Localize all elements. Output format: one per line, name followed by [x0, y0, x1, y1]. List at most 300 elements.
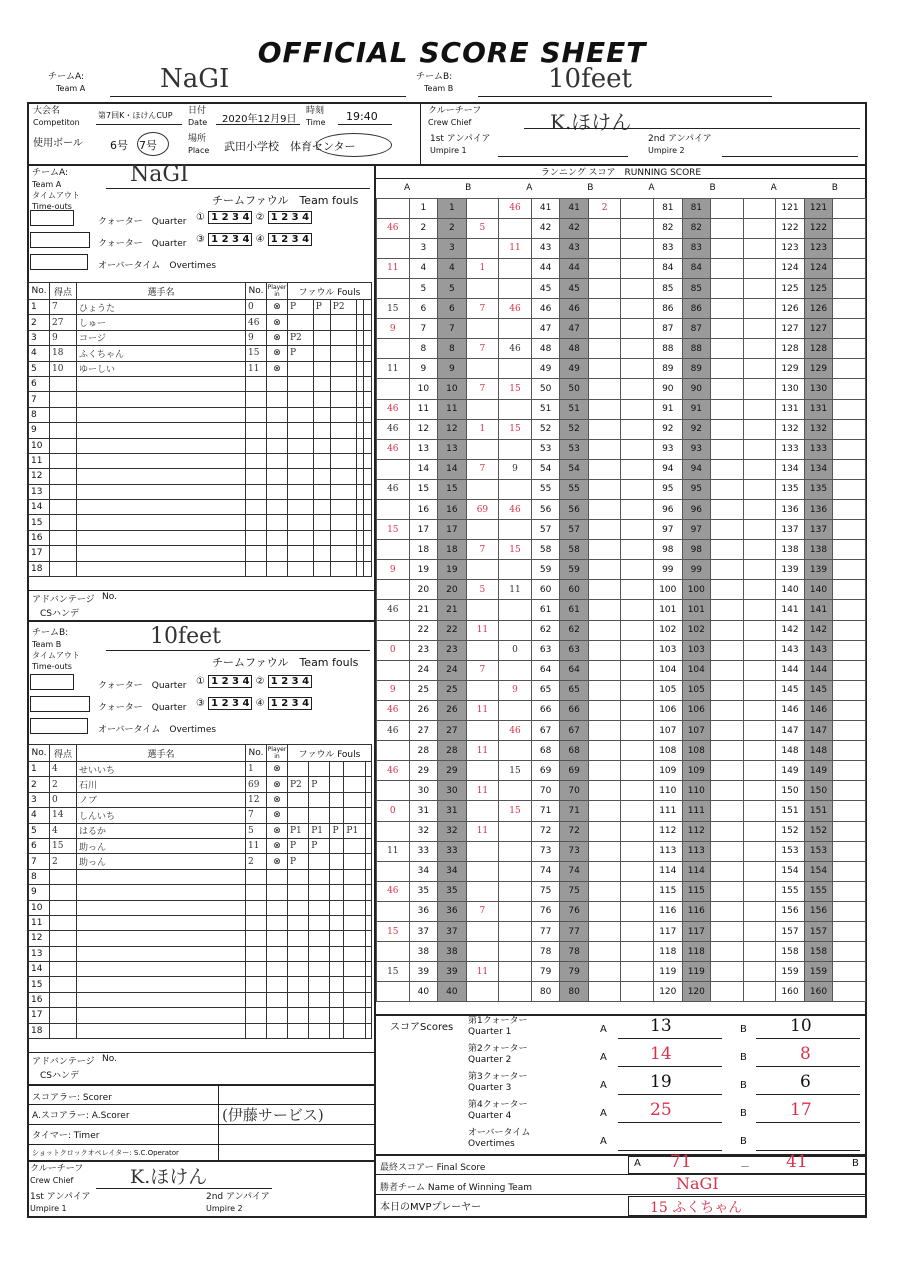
col-player-in: Player in — [267, 284, 287, 298]
team-a-timeout-box-1 — [30, 210, 74, 226]
player-name — [77, 484, 246, 499]
player-number — [246, 992, 267, 1007]
player-in-mark — [267, 977, 288, 992]
running-player-mark — [743, 540, 776, 560]
running-player-mark: 11 — [466, 821, 499, 841]
team_b-row — [29, 823, 372, 838]
foul-cell — [344, 1023, 365, 1038]
running-player-mark: 1 — [466, 258, 499, 278]
running-number: 6 — [438, 299, 467, 319]
winner-label: 勝者チーム Name of Winning Team — [380, 1183, 532, 1193]
row-number: 12 — [29, 469, 50, 484]
running-number: 147 — [776, 721, 805, 741]
running-row — [377, 299, 866, 319]
team_b-row — [29, 808, 372, 823]
running-number: 102 — [682, 620, 711, 640]
player-name: せいいち — [77, 762, 246, 777]
player-in-mark: ⊗ — [267, 838, 288, 853]
foul-cell — [365, 854, 371, 869]
foul-cell — [364, 453, 372, 468]
row-number: 4 — [29, 808, 50, 823]
ascorer-label: A.スコアラー: A.Scorer — [32, 1111, 130, 1121]
running-number: 84 — [682, 258, 711, 278]
running-player-mark — [833, 801, 866, 821]
running-player-mark — [711, 741, 744, 761]
running-player-mark — [743, 721, 776, 741]
row-number: 4 — [29, 346, 50, 361]
running-number: 26 — [409, 700, 438, 720]
foul-cell — [309, 977, 330, 992]
ot-b-tag: B — [740, 1136, 747, 1147]
player-number: 12 — [246, 792, 267, 807]
foul-cell — [288, 423, 314, 438]
team-b-roster — [28, 744, 372, 1039]
player-points — [50, 931, 77, 946]
foul-cell — [344, 777, 365, 792]
running-player-mark: 46 — [377, 479, 410, 499]
running-player-mark: 9 — [377, 680, 410, 700]
running-number: 41 — [531, 198, 560, 218]
foul-cell — [330, 992, 344, 1007]
running-number: 80 — [560, 982, 589, 1002]
running-player-mark: 46 — [377, 881, 410, 901]
foul-cell — [344, 931, 365, 946]
player-points: 10 — [50, 361, 77, 376]
running-player-mark: 15 — [499, 761, 532, 781]
row-number: 14 — [29, 962, 50, 977]
running-number: 123 — [804, 238, 833, 258]
running-row — [377, 459, 866, 479]
running-number: 34 — [438, 861, 467, 881]
foul-cell — [364, 484, 372, 499]
player-number — [246, 453, 267, 468]
running-player-mark — [588, 982, 621, 1002]
team-b-timeout-box-2 — [30, 696, 90, 712]
player-name — [77, 438, 246, 453]
running-player-mark: 46 — [377, 761, 410, 781]
running-number: 77 — [531, 921, 560, 941]
foul-cell — [356, 484, 364, 499]
running-player-mark — [499, 881, 532, 901]
running-player-mark — [499, 359, 532, 379]
running-number: 98 — [654, 540, 683, 560]
team_b-row — [29, 977, 372, 992]
row-number: 5 — [29, 361, 50, 376]
running-player-mark: 15 — [499, 540, 532, 560]
running-number: 58 — [531, 540, 560, 560]
running-player-mark — [466, 640, 499, 660]
foul-cell: P — [309, 838, 330, 853]
running-player-mark — [588, 680, 621, 700]
foul-cell — [356, 546, 364, 561]
running-player-mark — [377, 278, 410, 298]
player-name — [77, 869, 246, 884]
running-number: 138 — [776, 540, 805, 560]
running-player-mark: 11 — [466, 741, 499, 761]
foul-cell — [344, 1008, 365, 1023]
running-player-mark — [588, 580, 621, 600]
running-number: 20 — [409, 580, 438, 600]
running-row — [377, 942, 866, 962]
foul-cell — [365, 931, 371, 946]
foul-cell — [288, 469, 314, 484]
running-player-mark — [711, 781, 744, 801]
running-number: 30 — [438, 781, 467, 801]
foul-cell — [330, 376, 356, 391]
running-player-mark — [499, 218, 532, 238]
player-number — [246, 546, 267, 561]
running-player-mark — [466, 399, 499, 419]
running-number: 152 — [804, 821, 833, 841]
q3-a-tag: A — [600, 1080, 607, 1091]
running-player-mark — [621, 821, 654, 841]
foul-cell — [365, 869, 371, 884]
running-number: 58 — [560, 540, 589, 560]
running-player-mark — [621, 841, 654, 861]
foul-cell — [364, 423, 372, 438]
player-points — [50, 515, 77, 530]
running-number: 122 — [776, 218, 805, 238]
running-player-mark: 11 — [377, 841, 410, 861]
running-number: 78 — [531, 942, 560, 962]
running-player-mark: 46 — [499, 198, 532, 218]
running-number: 100 — [682, 580, 711, 600]
player-points — [50, 962, 77, 977]
running-number: 156 — [804, 901, 833, 921]
running-player-mark — [711, 339, 744, 359]
running-player-mark — [621, 238, 654, 258]
foul-cell — [288, 361, 314, 376]
row-number: 8 — [29, 869, 50, 884]
q1-label: 第1クォーター Quarter 1 — [468, 1016, 528, 1037]
running-number: 93 — [654, 439, 683, 459]
running-player-mark — [743, 500, 776, 520]
foul-cell — [309, 1008, 330, 1023]
running-player-mark — [588, 901, 621, 921]
divider — [756, 1094, 860, 1095]
running-col-a: A — [403, 182, 411, 193]
team-b-team-fouls-label: チームファウル Team fouls — [212, 656, 359, 669]
player-number — [246, 392, 267, 407]
running-player-mark: 11 — [466, 781, 499, 801]
foul-cell — [344, 977, 365, 992]
divider — [618, 1150, 722, 1151]
running-player-mark — [588, 640, 621, 660]
running-row — [377, 721, 866, 741]
running-player-mark — [621, 680, 654, 700]
running-number: 110 — [682, 781, 711, 801]
running-player-mark — [833, 982, 866, 1002]
foul-cell — [365, 992, 371, 1007]
foul-cell — [356, 438, 364, 453]
foul-cell — [344, 792, 365, 807]
running-player-mark — [499, 841, 532, 861]
divider — [618, 1066, 722, 1067]
foul-cell — [364, 315, 372, 330]
team_b-row — [29, 838, 372, 853]
running-player-mark: 9 — [499, 459, 532, 479]
foul-cell — [313, 515, 330, 530]
foul-cell — [288, 808, 309, 823]
place-label: 場所 Place — [188, 134, 210, 155]
player-number: 5 — [246, 823, 267, 838]
running-number: 145 — [804, 680, 833, 700]
running-number: 145 — [776, 680, 805, 700]
running-player-mark — [588, 660, 621, 680]
running-player-mark — [711, 801, 744, 821]
running-number: 149 — [804, 761, 833, 781]
running-player-mark — [588, 821, 621, 841]
player-number: 11 — [246, 361, 267, 376]
row-number: 18 — [29, 561, 50, 576]
running-number: 98 — [682, 540, 711, 560]
foul-cell: P — [330, 823, 344, 838]
team_b-row — [29, 1023, 372, 1038]
running-number: 61 — [531, 600, 560, 620]
running-number: 30 — [409, 781, 438, 801]
divider — [756, 1150, 860, 1151]
player-points — [50, 1023, 77, 1038]
foul-cell — [313, 561, 330, 576]
row-number: 15 — [29, 515, 50, 530]
running-player-mark — [833, 198, 866, 218]
col-no: No. — [29, 283, 50, 300]
running-player-mark — [833, 258, 866, 278]
running-number: 92 — [682, 419, 711, 439]
footer-crew-chief-sig: K.ほけん — [130, 1166, 208, 1188]
foul-cell: P2 — [288, 777, 309, 792]
foul-cell — [365, 823, 371, 838]
running-player-mark — [833, 841, 866, 861]
foul-cell — [344, 869, 365, 884]
footer-umpire1-label: 1st アンパイア Umpire 1 — [30, 1192, 91, 1213]
running-player-mark — [833, 942, 866, 962]
foul-cell — [288, 392, 314, 407]
running-number: 86 — [682, 299, 711, 319]
running-player-mark: 15 — [499, 801, 532, 821]
running-number: 67 — [560, 721, 589, 741]
foul-cell — [364, 546, 372, 561]
player-in-mark: ⊗ — [267, 792, 288, 807]
running-player-mark — [743, 520, 776, 540]
running-number: 132 — [804, 419, 833, 439]
foul-cell — [313, 392, 330, 407]
running-player-mark — [711, 560, 744, 580]
scorer-label: スコアラー: Scorer — [32, 1093, 112, 1103]
running-number: 47 — [531, 319, 560, 339]
running-number: 101 — [654, 600, 683, 620]
winner-value: NaGI — [676, 1174, 719, 1193]
running-number: 152 — [776, 821, 805, 841]
running-row — [377, 620, 866, 640]
foul-cell — [364, 392, 372, 407]
running-number: 147 — [804, 721, 833, 741]
player-points — [50, 900, 77, 915]
running-number: 9 — [438, 359, 467, 379]
running-number: 72 — [531, 821, 560, 841]
foul-cell — [330, 915, 344, 930]
running-number: 94 — [682, 459, 711, 479]
running-number: 29 — [409, 761, 438, 781]
running-number: 60 — [560, 580, 589, 600]
team_b-row — [29, 854, 372, 869]
divider — [218, 1084, 219, 1160]
foul-cell — [364, 330, 372, 345]
running-player-mark — [743, 278, 776, 298]
player-in-mark: ⊗ — [267, 330, 288, 345]
running-player-mark: 15 — [499, 379, 532, 399]
running-player-mark — [711, 600, 744, 620]
running-player-mark — [833, 339, 866, 359]
running-player-mark — [621, 741, 654, 761]
running-player-mark — [743, 459, 776, 479]
col-fouls: ファウル Fouls — [288, 283, 372, 300]
running-number: 118 — [654, 942, 683, 962]
crew-chief-label: クルーチーフ Crew Chief — [428, 106, 482, 127]
running-player-mark — [833, 600, 866, 620]
running-player-mark — [466, 680, 499, 700]
running-number: 55 — [560, 479, 589, 499]
running-player-mark — [743, 560, 776, 580]
running-player-mark — [588, 459, 621, 479]
running-player-mark — [743, 700, 776, 720]
foul-cell — [313, 407, 330, 422]
player-in-mark: ⊗ — [267, 823, 288, 838]
running-number: 95 — [654, 479, 683, 499]
running-player-mark: 46 — [377, 700, 410, 720]
q2-b-score: 8 — [800, 1044, 811, 1064]
sc-operator-label: ショットクロックオペレイター: S.C.Operator — [32, 1149, 179, 1157]
player-in-mark — [267, 1008, 288, 1023]
umpire2-label: 2nd アンパイア Umpire 2 — [648, 134, 712, 155]
running-number: 119 — [682, 962, 711, 982]
player-name — [77, 962, 246, 977]
foul-cell — [330, 469, 356, 484]
running-number: 52 — [560, 419, 589, 439]
running-row — [377, 700, 866, 720]
running-player-mark — [711, 660, 744, 680]
running-number: 42 — [531, 218, 560, 238]
running-number: 140 — [804, 580, 833, 600]
running-player-mark — [621, 781, 654, 801]
divider — [498, 156, 628, 157]
player-number — [246, 900, 267, 915]
running-player-mark — [499, 660, 532, 680]
running-number: 15 — [409, 479, 438, 499]
player-in-mark — [267, 546, 288, 561]
foul-cell — [309, 762, 330, 777]
running-number: 54 — [560, 459, 589, 479]
row-number: 1 — [29, 300, 50, 315]
player-in-mark — [267, 915, 288, 930]
foul-cell: P1 — [344, 823, 365, 838]
running-row — [377, 881, 866, 901]
running-player-mark — [377, 198, 410, 218]
running-player-mark — [711, 982, 744, 1002]
running-player-mark — [743, 801, 776, 821]
q1-a-tag: A — [600, 1024, 607, 1035]
foul-cell — [364, 361, 372, 376]
foul-cell — [364, 469, 372, 484]
row-number: 9 — [29, 423, 50, 438]
divider — [756, 1122, 860, 1123]
foul-cell — [330, 869, 344, 884]
running-number: 78 — [560, 942, 589, 962]
running-number: 37 — [438, 921, 467, 941]
running-number: 74 — [531, 861, 560, 881]
running-player-mark — [833, 379, 866, 399]
team-a-roster — [28, 282, 372, 577]
running-header-row — [377, 178, 866, 198]
running-number: 26 — [438, 700, 467, 720]
running-player-mark — [499, 258, 532, 278]
team_a-row — [29, 376, 372, 391]
running-number: 154 — [804, 861, 833, 881]
running-number: 137 — [804, 520, 833, 540]
running-player-mark: 11 — [466, 620, 499, 640]
running-player-mark — [743, 640, 776, 660]
team-b-fouls-q1-q2: ① 1 2 3 4 ② 1 2 3 4 — [196, 676, 312, 687]
foul-cell — [344, 946, 365, 961]
running-number: 76 — [531, 901, 560, 921]
player-name: ひょうた — [77, 300, 246, 315]
running-player-mark — [833, 761, 866, 781]
running-number: 143 — [804, 640, 833, 660]
running-number: 23 — [438, 640, 467, 660]
running-number: 131 — [804, 399, 833, 419]
q3-a-score: 19 — [650, 1072, 672, 1092]
running-player-mark — [588, 781, 621, 801]
running-number: 51 — [531, 399, 560, 419]
running-player-mark: 15 — [377, 962, 410, 982]
running-number: 2 — [409, 218, 438, 238]
running-player-mark — [499, 942, 532, 962]
running-player-mark: 0 — [377, 801, 410, 821]
running-number: 104 — [654, 660, 683, 680]
running-player-mark — [588, 339, 621, 359]
running-number: 1 — [409, 198, 438, 218]
divider — [376, 1194, 866, 1195]
col-pts: 得点 — [50, 283, 77, 300]
running-number: 92 — [654, 419, 683, 439]
player-points: 4 — [50, 823, 77, 838]
running-row — [377, 821, 866, 841]
team_b-row — [29, 946, 372, 961]
running-number: 49 — [531, 359, 560, 379]
running-player-mark — [711, 821, 744, 841]
player-in-mark — [267, 392, 288, 407]
running-player-mark — [743, 861, 776, 881]
running-number: 37 — [409, 921, 438, 941]
foul-cell — [288, 453, 314, 468]
running-number: 120 — [654, 982, 683, 1002]
divider — [28, 1144, 374, 1145]
running-number: 14 — [409, 459, 438, 479]
foul-cell — [365, 977, 371, 992]
foul-cell — [288, 515, 314, 530]
running-row — [377, 781, 866, 801]
player-number — [246, 423, 267, 438]
player-name — [77, 900, 246, 915]
player-points: 14 — [50, 808, 77, 823]
running-player-mark — [621, 500, 654, 520]
running-number: 88 — [654, 339, 683, 359]
running-number: 1 — [438, 198, 467, 218]
running-number: 121 — [776, 198, 805, 218]
player-in-mark — [267, 946, 288, 961]
running-number: 117 — [682, 921, 711, 941]
running-number: 56 — [560, 500, 589, 520]
